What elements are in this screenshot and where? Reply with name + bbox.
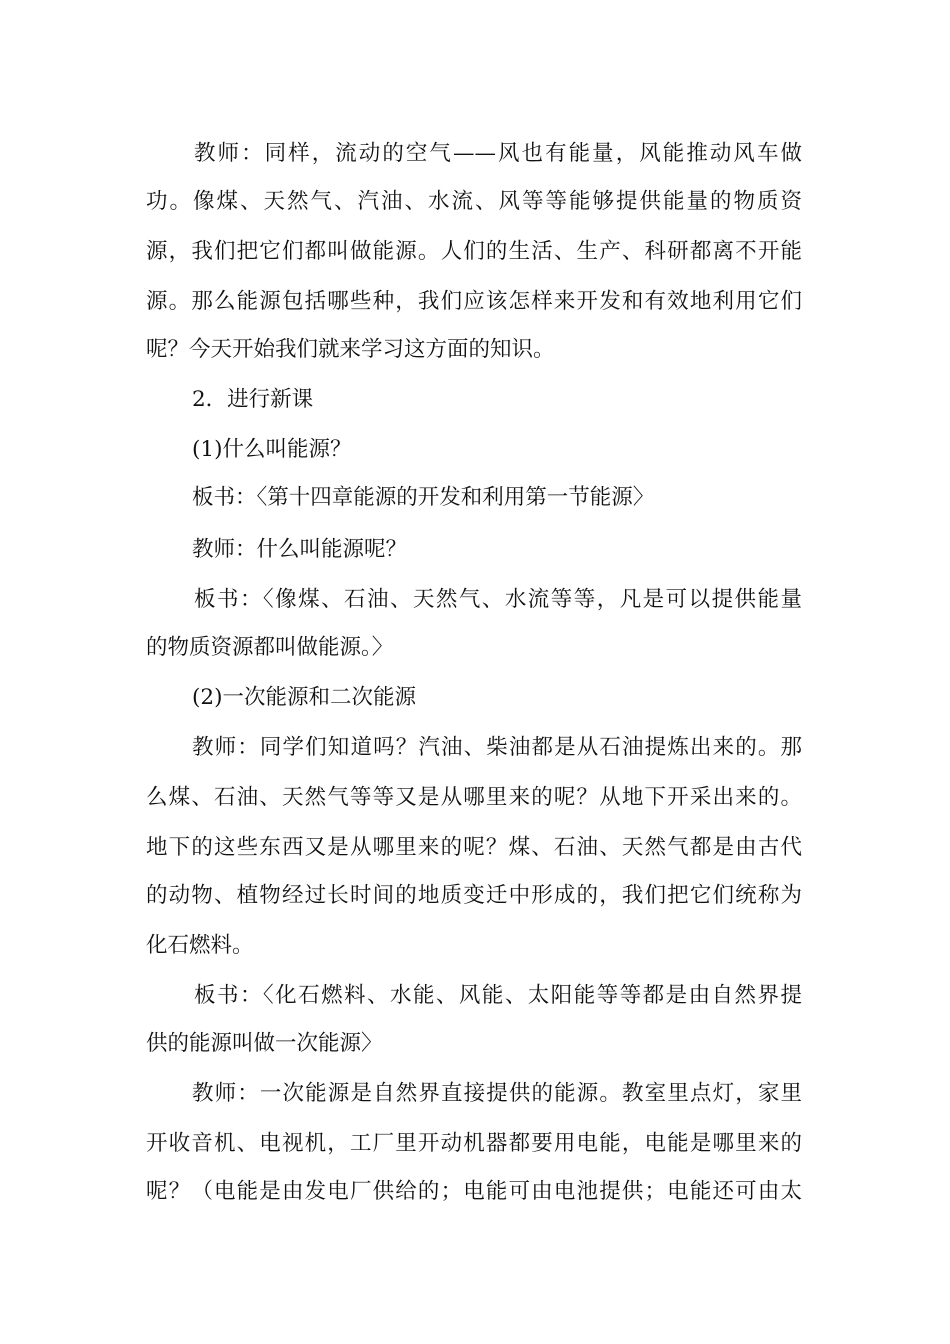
subsection-heading: (1)什么叫能源？ <box>192 437 352 462</box>
text-line: 化石燃料。 <box>146 933 254 958</box>
text-line: 教师：什么叫能源呢？ <box>192 537 408 562</box>
text-line: 供的能源叫做一次能源〉 <box>146 1031 383 1056</box>
section-heading: 2．进行新课 <box>192 387 314 412</box>
text-line: 教师：同样，流动的空气——风也有能量，风能推动风车做 <box>194 141 802 166</box>
text-line: 么煤、石油、天然气等等又是从哪里来的呢？从地下开采出来的。 <box>146 785 802 810</box>
text-line: 呢？（电能是由发电厂供给的；电能可由电池提供；电能还可由太 <box>146 1179 802 1204</box>
text-line: 功。像煤、天然气、汽油、水流、风等等能够提供能量的物质资 <box>146 189 802 214</box>
text-line: 板书：〈第十四章能源的开发和利用第一节能源〉 <box>192 485 655 510</box>
text-line: 的物质资源都叫做能源。〉 <box>146 635 394 660</box>
subsection-heading: (2)一次能源和二次能源 <box>192 685 416 710</box>
text-line: 教师：一次能源是自然界直接提供的能源。教室里点灯，家里 <box>192 1081 802 1106</box>
text-line: 地下的这些东西又是从哪里来的呢？煤、石油、天然气都是由古代 <box>146 835 802 860</box>
text-line: 呢？今天开始我们就来学习这方面的知识。 <box>146 337 555 362</box>
text-line: 源。那么能源包括哪些种，我们应该怎样来开发和有效地利用它们 <box>146 289 802 314</box>
text-line: 源，我们把它们都叫做能源。人们的生活、生产、科研都离不开能 <box>146 239 802 264</box>
text-line: 教师：同学们知道吗？汽油、柴油都是从石油提炼出来的。那 <box>192 735 802 760</box>
text-line: 板书：〈化石燃料、水能、风能、太阳能等等都是由自然界提 <box>194 983 802 1008</box>
text-line: 的动物、植物经过长时间的地质变迁中形成的，我们把它们统称为 <box>146 883 802 908</box>
text-line: 板书：〈像煤、石油、天然气、水流等等，凡是可以提供能量 <box>194 587 802 612</box>
text-line: 开收音机、电视机，工厂里开动机器都要用电能，电能是哪里来的 <box>146 1131 802 1156</box>
